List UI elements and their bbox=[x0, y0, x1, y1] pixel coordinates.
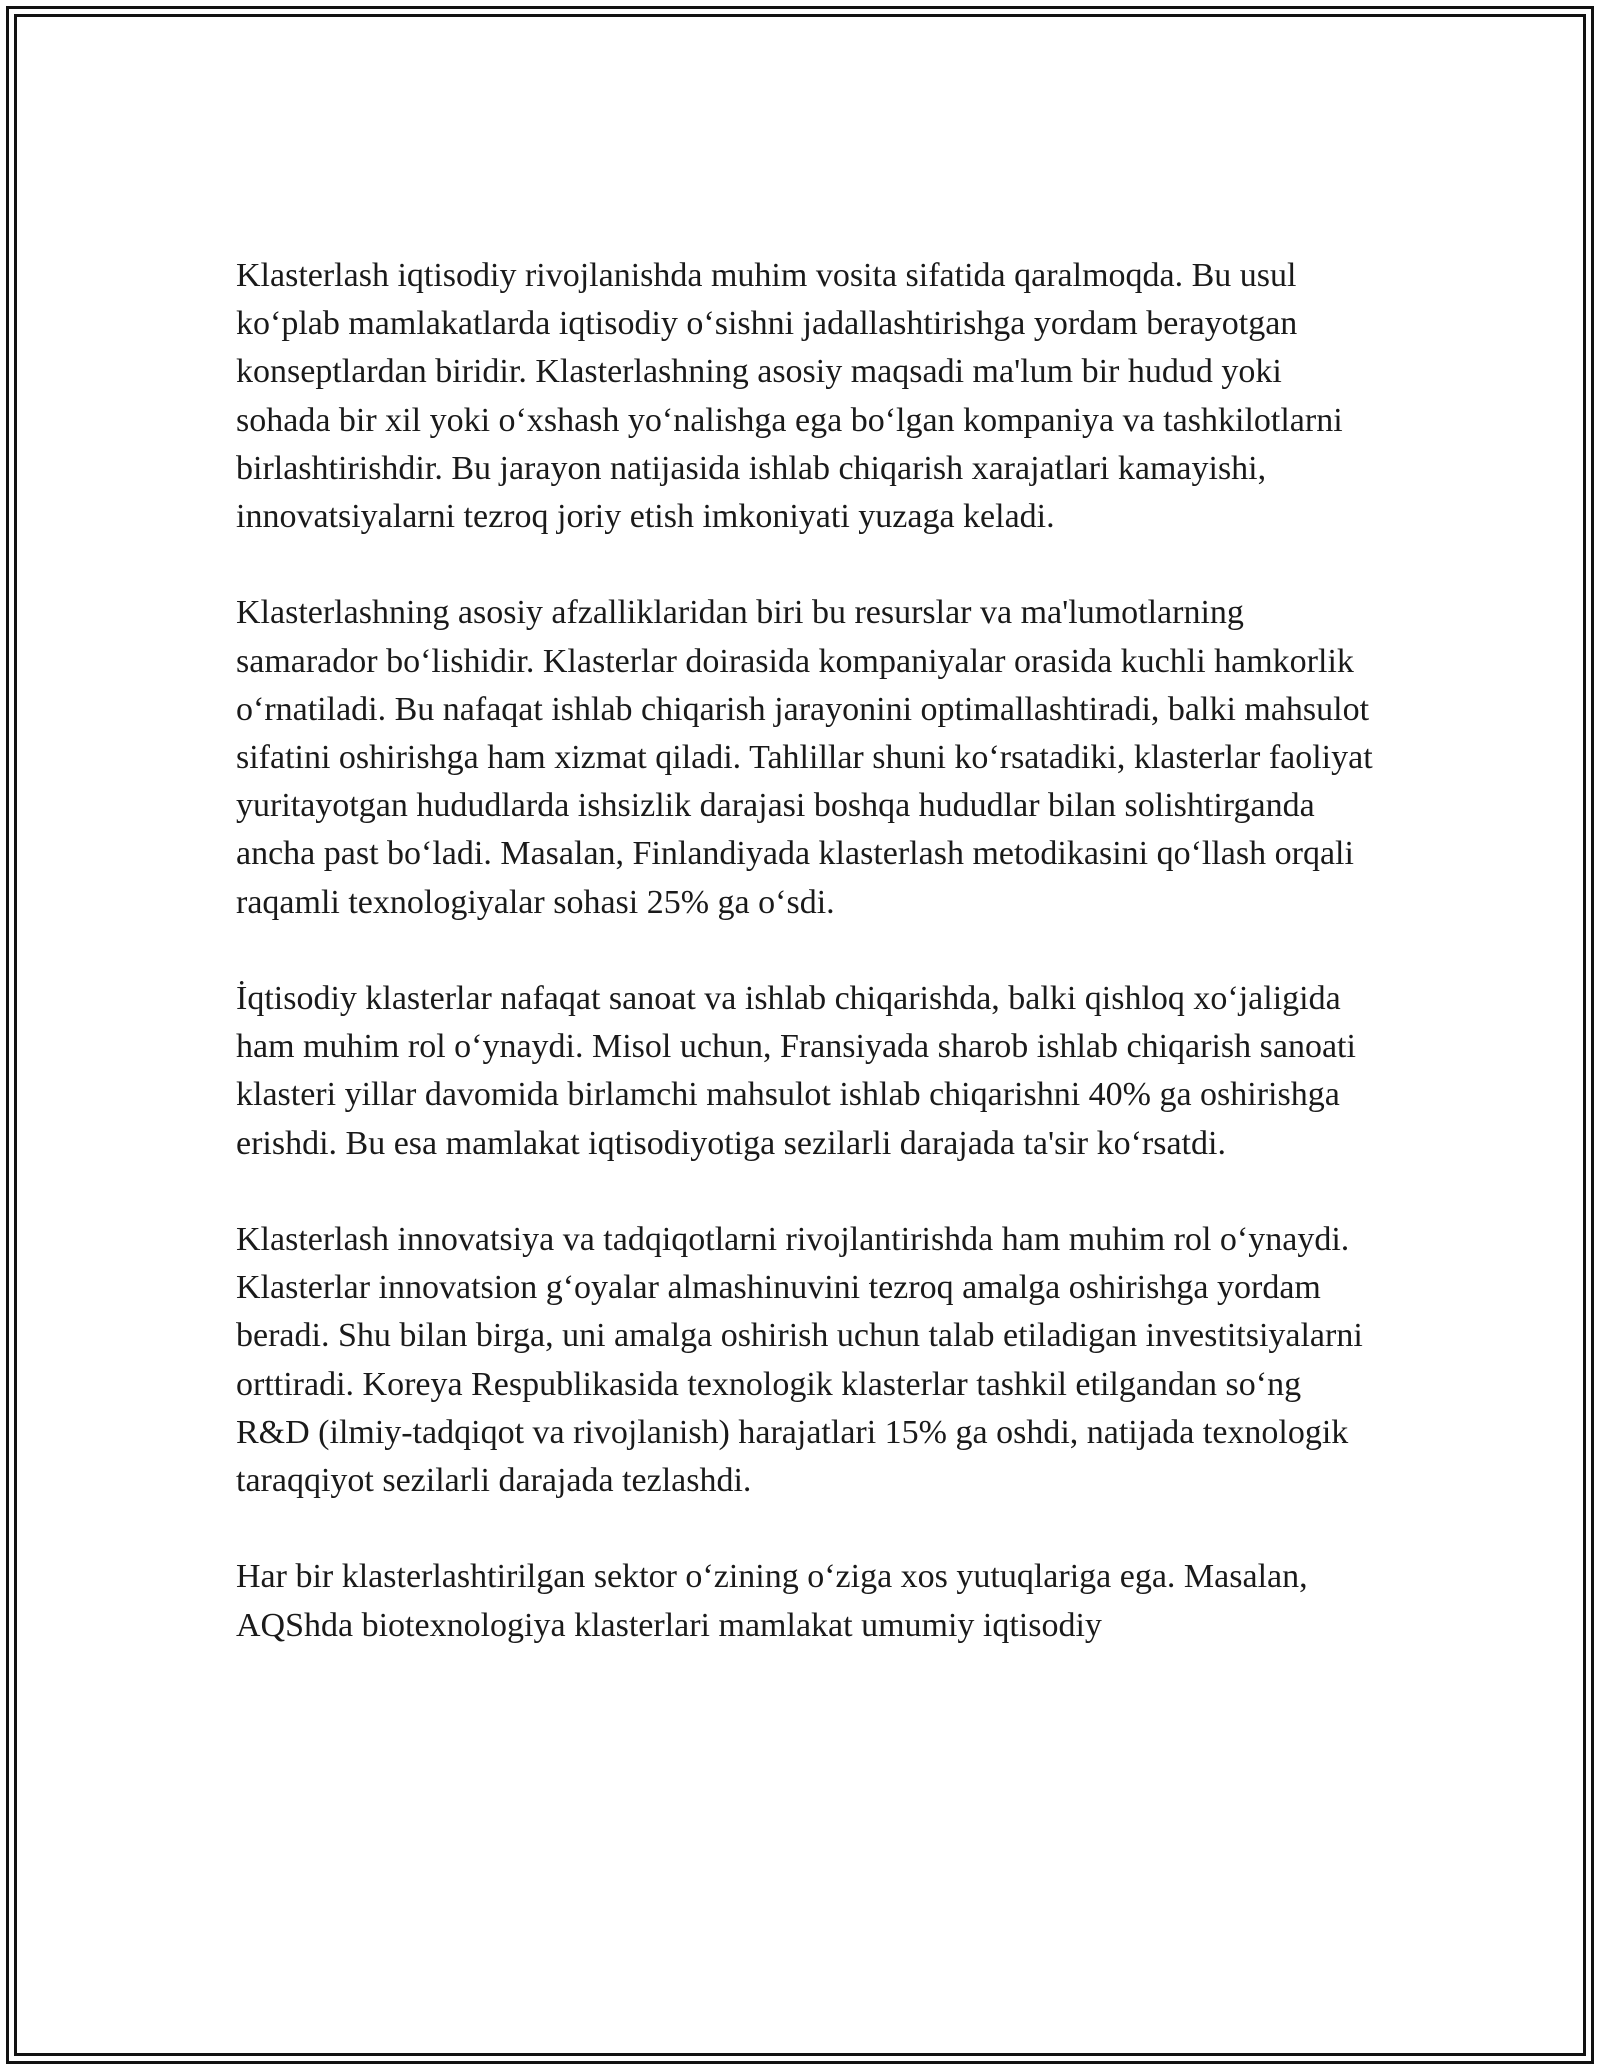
paragraph-5: Har bir klasterlashtirilgan sektor o‘zining o‘ziga xos yutuqlariga ega. Masalan, AQShda biotexnologiya klasterlari mamlakat umumiy iqtisodiy bbox=[236, 1558, 1308, 1644]
paragraph-2: Klasterlashning asosiy afzalliklaridan biri bu resurslar va ma'lumotlarning samarador bo‘lishidir. Klasterlar doirasida kompaniyalar orasida kuchli hamkorlik o‘rnatiladi. Bu nafaqat ishlab chiqarish jarayonini optimallashtiradi, balki mahsulot sifatini oshirishga ham xizmat qiladi. Tahlillar shuni ko‘rsatadiki, klasterlar faoliyat yuritayotgan hududlarda ishsizlik darajasi boshqa hududlar bilan solishtirganda ancha past bo‘ladi. Masalan, Finlandiyada klasterlash metodikasini qo‘llash orqali raqamli texnologiyalar sohasi 25% ga o‘sdi. bbox=[236, 594, 1373, 921]
paragraph-4: Klasterlash innovatsiya va tadqiqotlarni rivojlantirishda ham muhim rol o‘ynaydi. Klasterlar innovatsion g‘oyalar almashinuvini tezroq amalga oshirishga yordam beradi. Shu bilan birga, uni amalga oshirish uchun talab etiladigan investitsiyalarni orttiradi. Koreya Respublikasida texnologik klasterlar tashkil etilgandan so‘ng R&D (ilmiy-tadqiqot va rivojlanish) harajatlari 15% ga oshdi, natijada texnologik taraqqiyot sezilarli darajada tezlashdi. bbox=[236, 1221, 1363, 1500]
paragraph-1: Klasterlash iqtisodiy rivojlanishda muhim vosita sifatida qaralmoqda. Bu usul ko‘plab mamlakatlarda iqtisodiy o‘sishni jadallashtirishga yordam berayotgan konseptlardan biridir. Klasterlashning asosiy maqsadi ma'lum bir hudud yoki sohada bir xil yoki o‘xshash yo‘nalishga ega bo‘lgan kompaniya va tashkilotlarni birlashtirishdir. Bu jarayon natijasida ishlab chiqarish xarajatlari kamayishi, innovatsiyalarni tezroq joriy etish imkoniyati yuzaga keladi. bbox=[236, 257, 1343, 536]
document-body bbox=[236, 252, 1376, 1698]
paragraph-3: İqtisodiy klasterlar nafaqat sanoat va ishlab chiqarishda, balki qishloq xo‘jaligida ham muhim rol o‘ynaydi. Misol uchun, Fransiyada sharob ishlab chiqarish sanoati klasteri yillar davomida birlamchi mahsulot ishlab chiqarishni 40% ga oshirishga erishdi. Bu esa mamlakat iqtisodiyotiga sezilarli darajada ta'sir ko‘rsatdi. bbox=[236, 980, 1356, 1162]
